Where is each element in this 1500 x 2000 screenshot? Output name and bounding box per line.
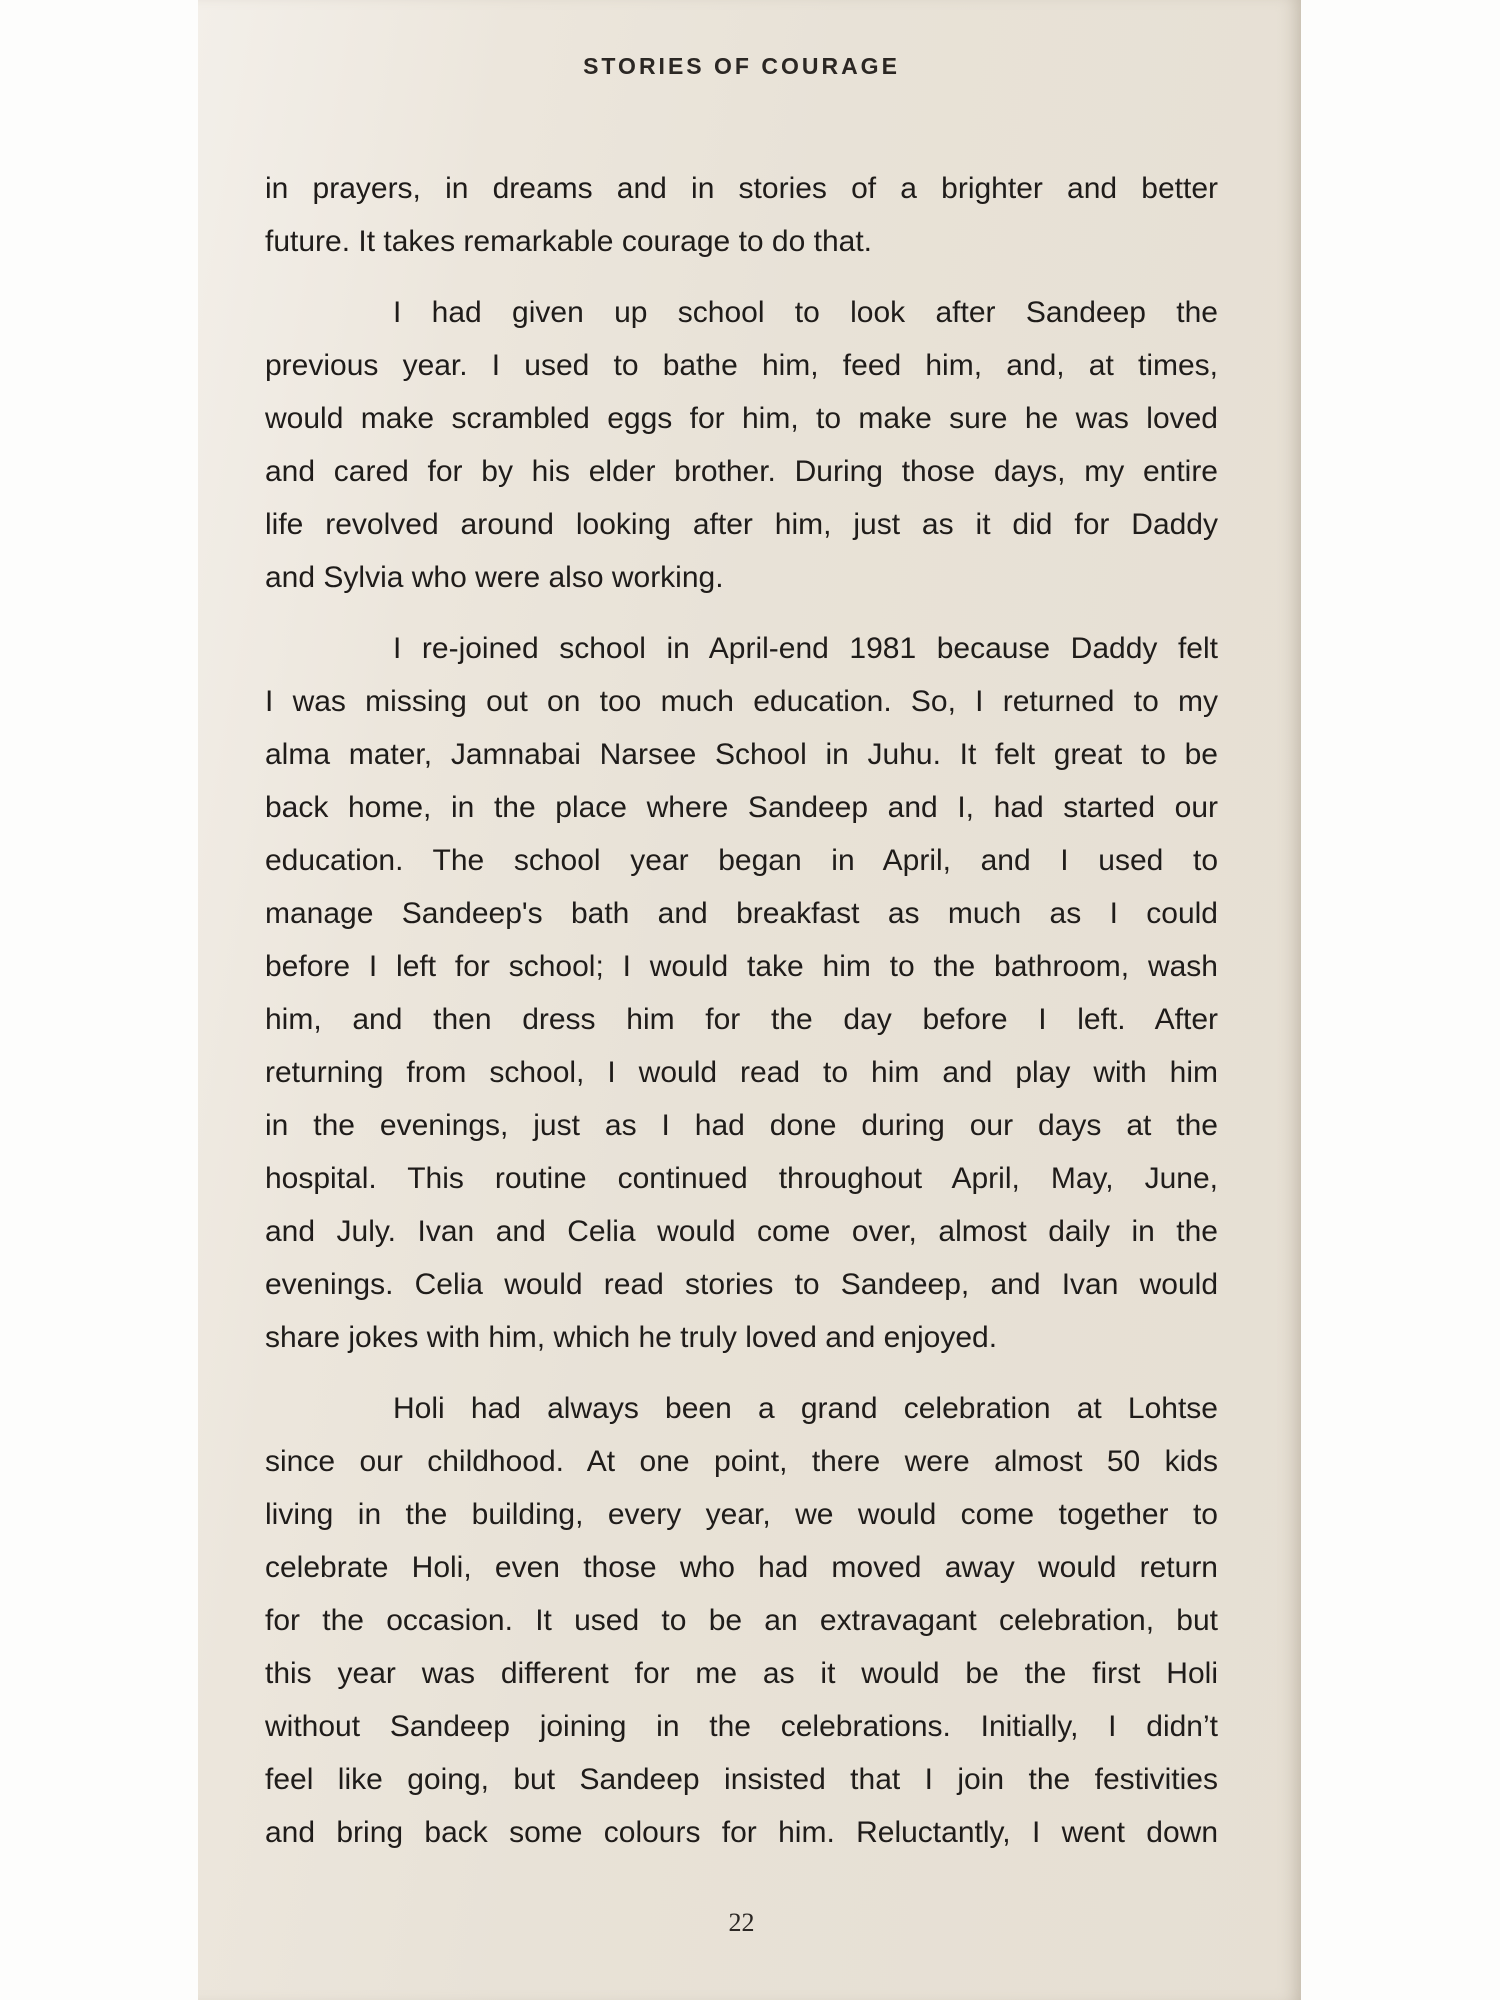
paragraph <box>265 162 1218 268</box>
text-line: future. It takes remarkable courage to do that. <box>265 225 873 258</box>
paragraph <box>265 286 1218 604</box>
paragraph <box>265 1382 1218 1859</box>
text-line: I had given up school to look after Sandeep the <box>393 296 1218 329</box>
text-line: this year was different for me as it would be the first Holi <box>265 1657 1218 1690</box>
text-line: and Sylvia who were also working. <box>265 561 724 594</box>
text-line: for the occasion. It used to be an extravagant celebration, but <box>265 1604 1218 1637</box>
book-page <box>198 0 1301 2000</box>
text-line: and bring back some colours for him. Reluctantly, I went down <box>265 1816 1218 1849</box>
text-line: share jokes with him, which he truly loved and enjoyed. <box>265 1321 998 1354</box>
text-line: before I left for school; I would take him to the bathroom, wash <box>265 950 1218 983</box>
text-line: in prayers, in dreams and in stories of a brighter and better <box>265 172 1218 205</box>
page-number: 22 <box>728 1908 755 1937</box>
text-line: I was missing out on too much education. So, I returned to my <box>265 685 1218 718</box>
text-line: living in the building, every year, we would come together to <box>265 1498 1218 1531</box>
text-line: and cared for by his elder brother. During those days, my entire <box>265 455 1218 488</box>
text-line: without Sandeep joining in the celebrations. Initially, I didn’t <box>265 1710 1218 1743</box>
text-line: evenings. Celia would read stories to Sandeep, and Ivan would <box>265 1268 1218 1301</box>
text-line: returning from school, I would read to him and play with him <box>265 1056 1218 1089</box>
text-line: and July. Ivan and Celia would come over, almost daily in the <box>265 1215 1218 1248</box>
text-line: I re-joined school in April-end 1981 because Daddy felt <box>393 632 1218 665</box>
text-line: hospital. This routine continued throughout April, May, June, <box>265 1162 1218 1195</box>
text-line: would make scrambled eggs for him, to make sure he was loved <box>265 402 1218 435</box>
text-line: Holi had always been a grand celebration at Lohtse <box>393 1392 1218 1425</box>
text-line: since our childhood. At one point, there were almost 50 kids <box>265 1445 1218 1478</box>
text-line: him, and then dress him for the day before I left. After <box>265 1003 1218 1036</box>
text-line: back home, in the place where Sandeep and I, had started our <box>265 791 1218 824</box>
body-text <box>265 162 1218 1877</box>
paragraph <box>265 622 1218 1364</box>
text-line: life revolved around looking after him, just as it did for Daddy <box>265 508 1218 541</box>
text-line: feel like going, but Sandeep insisted that I join the festivities <box>265 1763 1218 1796</box>
running-header: STORIES OF COURAGE <box>583 53 900 79</box>
text-line: in the evenings, just as I had done during our days at the <box>265 1109 1218 1142</box>
text-line: alma mater, Jamnabai Narsee School in Juhu. It felt great to be <box>265 738 1218 771</box>
text-line: previous year. I used to bathe him, feed him, and, at times, <box>265 349 1218 382</box>
text-line: manage Sandeep's bath and breakfast as much as I could <box>265 897 1218 930</box>
text-line: celebrate Holi, even those who had moved away would return <box>265 1551 1218 1584</box>
text-line: education. The school year began in April, and I used to <box>265 844 1218 877</box>
